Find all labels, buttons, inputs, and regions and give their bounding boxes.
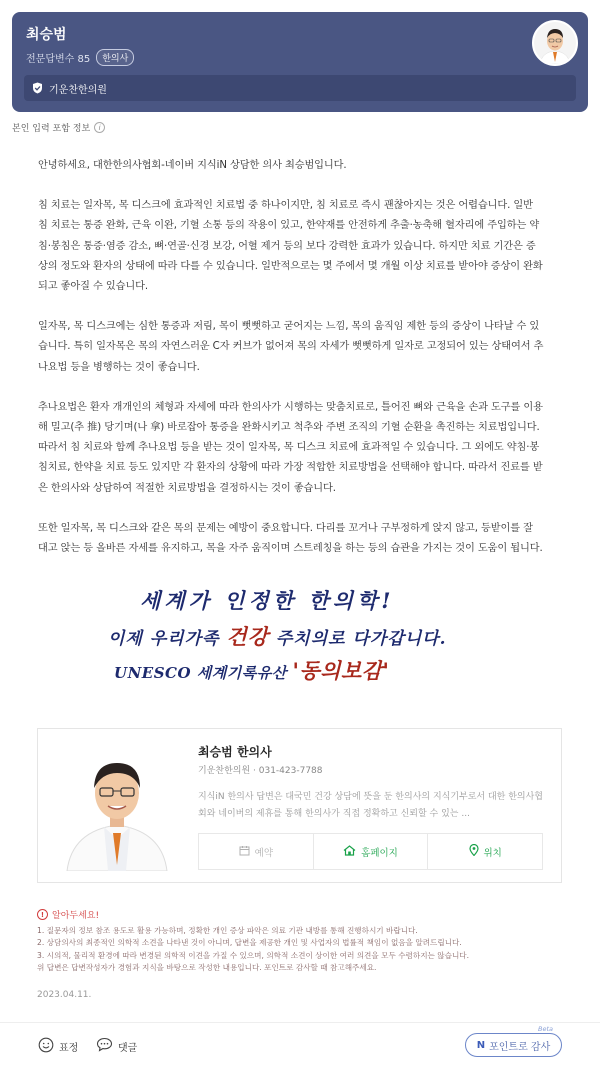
promo-banner — [100, 585, 520, 685]
clinic-name: 기운찬한의원 — [49, 84, 107, 96]
banner-line-1: 세계가 인정한 한의학! — [140, 588, 395, 613]
warning-icon: ! — [37, 909, 48, 920]
banner-text: 다가갑니다. — [352, 629, 447, 649]
expert-name[interactable]: 최승범 — [26, 27, 67, 43]
homepage-label: 홈페이지 — [361, 847, 398, 859]
banner-text: 주치의로 — [268, 629, 353, 649]
notice-section — [37, 908, 577, 975]
notice-title: 알아두세요! — [52, 911, 100, 921]
info-icon[interactable]: i — [94, 122, 105, 133]
calendar-icon — [239, 845, 250, 859]
card-expert-name[interactable]: 최승범 한의사 — [198, 745, 272, 759]
expert-photo[interactable] — [62, 743, 172, 871]
location-pin-icon — [469, 844, 479, 859]
source-info-label: 본인 입력 포함 정보 — [12, 124, 91, 134]
answer-paragraph: 일자목, 목 디스크에는 심한 통증과 저림, 목이 뻣뻣하고 굳어지는 느낌, 목의 움직임 제한 등의 증상이 나타날 수 있 습니다. 특히 일자목은 목의 자연스러운 C자 커브가 없어져 목의 자세가 뻣뻣하게 일자로 고정되어 있는 상태여서 추 나요법 등을 병행하는 것이 좋습니다. — [38, 321, 544, 373]
expert-profile-card — [37, 728, 562, 883]
notice-item: 위 답변은 답변작성자가 경험과 지식을 바탕으로 작성한 내용입니다. 포인트로 감사할 때 참고해주세요. — [37, 963, 377, 973]
avatar[interactable] — [532, 20, 578, 66]
banner-emphasis: 건강 — [226, 624, 269, 649]
reserve-button[interactable] — [199, 834, 313, 869]
bottom-action-bar — [0, 1023, 600, 1071]
comment-button[interactable] — [96, 1037, 137, 1055]
card-contact: 기운찬한의원 · 031-423-7788 — [198, 766, 323, 776]
answer-paragraph: 침 치료는 일자목, 목 디스크에 효과적인 치료법 중 하나이지만, 침 치료로 즉시 괜찮아지는 것은 어렵습니다. 일반 침 치료는 통증 완화, 근육 이완, 기혈 소통 등의 작용이 있고, 한약재를 안전하게 추출·농축해 혈자리에 주입하는 약 침·봉침은 통증·염증 감소, 뼈·연골·신경 보강, 어혈 제거 등의 보다 강력한 효과가 있습니다. 하지만 치료 기간은 증 상의 정도와 환자의 상태에 따라 다를 수 있습니다. 일반적으로는 몇 주에서 몇 개월 이상 치료를 받아야 증상이 완화 되고 좋아질 수 있습니다. — [38, 200, 543, 293]
answer-paragraph: 추나요법은 환자 개개인의 체형과 자세에 따라 한의사가 시행하는 맞춤치료로, 틀어진 뼈와 근육을 손과 도구를 이용 해 밀고(추 推) 당기며(나 拿) 바로잡아 통증을 완화시키고 척추와 주변 조직의 기혈 순환을 촉진하는 치료법입니다. 따라서 침 치료와 함께 추나요법 등을 받는 것이 일자목, 목 디스크 치료에 효과적일 수 있습니다. 그 외에도 약침·봉 침치료, 한약을 치료 등도 있지만 각 환자의 상황에 따라 가장 적합한 치료방법을 선택해야 합니다. 따라서 진료를 받 은 한의사와 상담하여 적절한 치료방법을 결정하시는 것이 좋습니다. — [38, 401, 543, 494]
answer-date: 2023.04.11. — [37, 990, 92, 1000]
express-label: 표정 — [59, 1043, 79, 1054]
notice-title-row — [37, 908, 577, 921]
homepage-button[interactable] — [313, 834, 428, 869]
home-icon — [343, 845, 356, 859]
banner-line-2 — [108, 621, 447, 651]
reserve-label: 예약 — [254, 847, 274, 859]
thank-with-points-button[interactable] — [465, 1025, 562, 1057]
location-button[interactable] — [427, 834, 542, 869]
banner-text: 이제 우리가족 — [108, 629, 227, 649]
thank-label: 포인트로 감사 — [489, 1041, 551, 1053]
banner-emphasis: '동의보감' — [292, 658, 390, 683]
notice-item: 1. 질문자의 정보 참조 용도로 활용 가능하며, 정확한 개인 증상 파악은 의료 기관 내방를 통해 진행하시기 바랍니다. — [37, 926, 418, 935]
smiley-icon — [38, 1037, 54, 1056]
comment-bubble-icon — [96, 1037, 113, 1055]
beta-tag: Beta — [538, 1025, 553, 1033]
banner-text: UNESCO 세계기록유산 — [114, 664, 293, 682]
answer-count: 전문답변수 85 — [26, 54, 91, 65]
clinic-bar[interactable] — [24, 75, 576, 101]
role-badge: 한의사 — [96, 49, 134, 66]
npay-icon: N — [476, 1039, 486, 1051]
expert-header-card — [12, 12, 588, 112]
answer-body — [38, 156, 566, 559]
shield-check-icon — [32, 79, 43, 98]
card-description: 지식iN 한의사 답변은 대국민 건강 상담에 뜻을 둔 한의사의 지식기부로서 대한 한의사협회와 네이버의 제휴를 통해 한의사가 직접 정확하고 신뢰할 수 있는 ... — [198, 792, 543, 819]
notice-item: 3. 시의적, 물리적 환경에 따라 변경된 의학적 이견을 가질 수 있으며, 의학적 소견이 상이한 여러 의견을 모두 수렴하지는 않습니다. — [37, 950, 470, 960]
answer-paragraph: 또한 일자목, 목 디스크와 같은 목의 문제는 예방이 중요합니다. 다리를 꼬거나 구부정하게 앉지 않고, 등받이를 잘 대고 앉는 등 올바른 자세를 유지하고, 목을 자주 움직이며 스트레칭을 하는 등의 습관을 가지는 것이 도움이 됩니다. — [38, 522, 543, 555]
banner-line-3 — [114, 655, 389, 685]
notice-item: 2. 상담의사의 최종적인 의학적 소견을 나타낸 것이 아니며, 답변을 제공한 개인 및 사업자의 법률적 책임이 없음을 알려드립니다. — [37, 938, 462, 948]
card-actions — [198, 833, 543, 870]
answer-count-row — [26, 49, 134, 66]
answer-paragraph: 안녕하세요, 대한한의사협회-네이버 지식iN 상담한 의사 최승범입니다. — [38, 160, 347, 171]
location-label: 위치 — [483, 847, 502, 859]
express-button[interactable] — [38, 1037, 78, 1056]
comment-label: 댓글 — [118, 1042, 138, 1054]
source-info — [12, 121, 105, 134]
